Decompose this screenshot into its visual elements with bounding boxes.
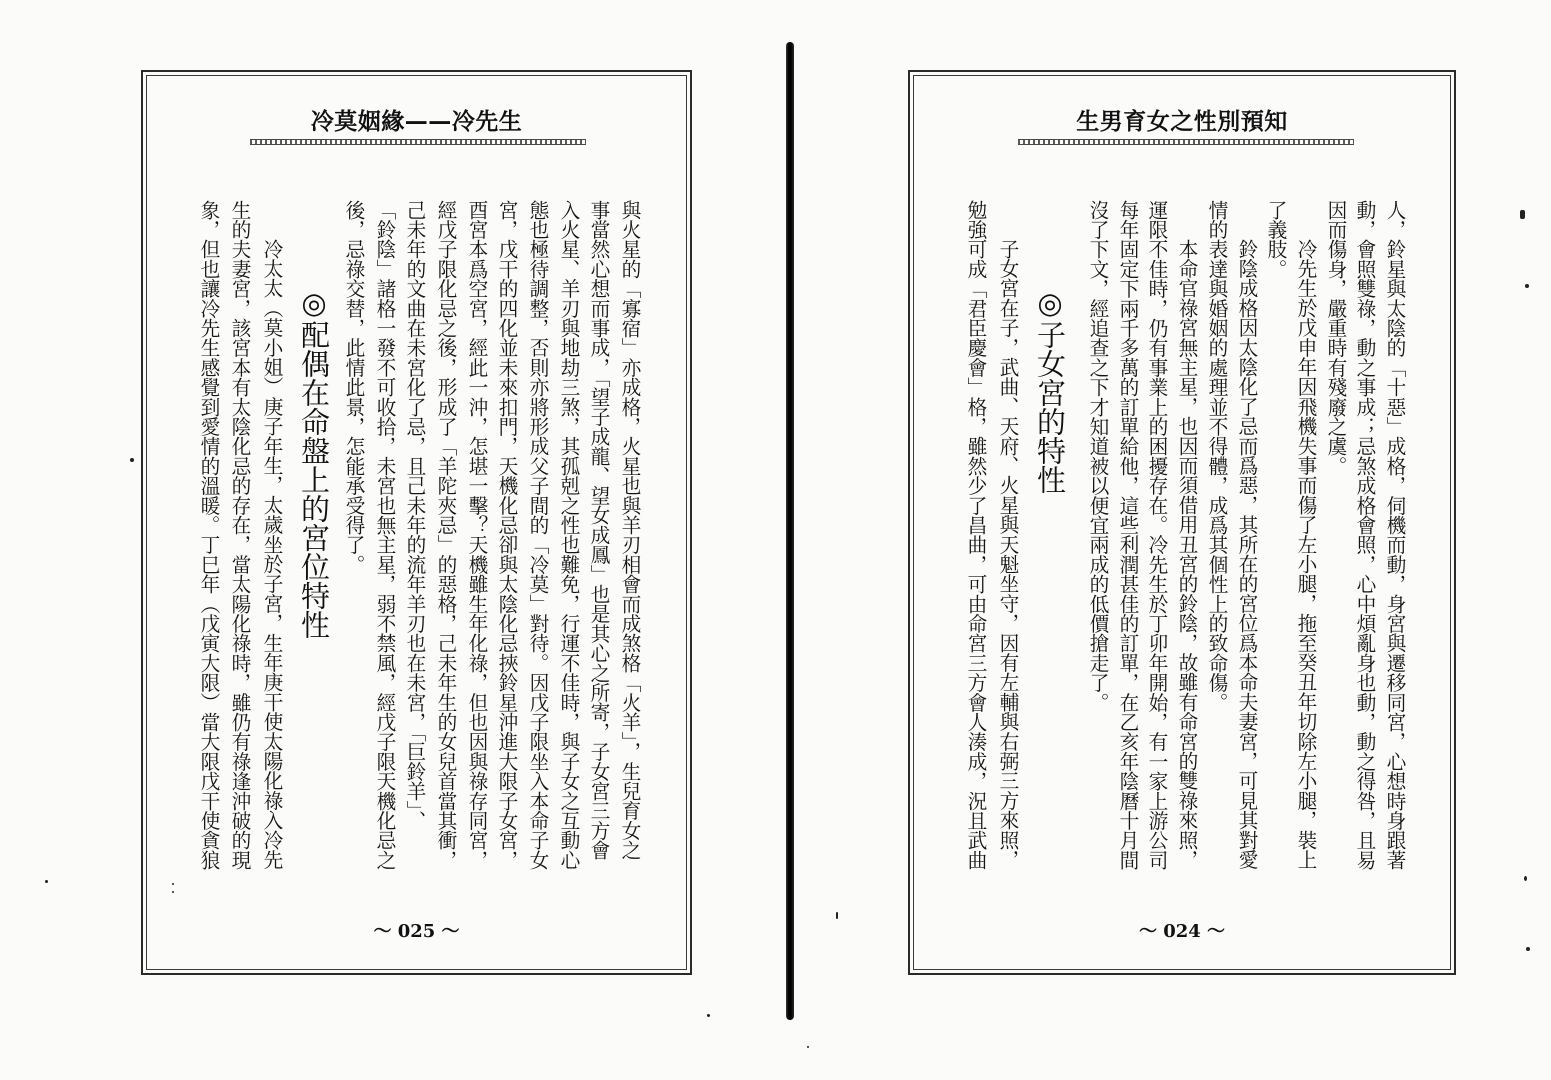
text-column: 入火星、羊刃與地劫三煞，其孤剋之性也難免，行運不佳時，與子女之互動心: [557, 200, 580, 870]
scan-speck: [836, 912, 838, 919]
ornamental-divider: [250, 139, 586, 145]
section-heading: ◎子女宮的特性: [1033, 286, 1067, 494]
running-head: 生男育女之性別預知: [1076, 109, 1288, 135]
text-column: 因而傷身，嚴重時有殘廢之虞。: [1324, 200, 1347, 476]
text-column: 每年固定下兩千多萬的訂單給他，這些利潤甚佳的訂單，在乙亥年陰曆十月間: [1116, 200, 1139, 870]
text-column: 與火星的「寡宿」亦成格，火星也與羊刃相會而成煞格「火羊」，生兒育女之: [618, 200, 641, 860]
text-column: 態也極待調整，否則亦將形成父子間的「冷莫」對待。因戊子限坐入本命子女: [526, 200, 549, 870]
scan-speck: [1520, 210, 1525, 219]
scan-speck: [172, 891, 174, 893]
text-column: 子女宮在子，武曲、天府、火星與天魁坐守，因有左輔與右弼三方來照，: [996, 239, 1019, 870]
right-page: [908, 70, 1456, 975]
scan-speck: [130, 458, 134, 462]
text-column: 酉宮本爲空宮，經此一沖，怎堪一擊？天機雖生年化祿，但也因與祿存同宮，: [465, 200, 488, 870]
running-head: 冷莫姻緣——冷先生: [310, 109, 523, 135]
text-column: 經戊子限化忌之後，形成了「羊陀夾忌」的惡格，己未年生的女兒首當其衝，: [434, 200, 457, 870]
text-column: 了義肢。: [1264, 200, 1287, 279]
text-column: 生的夫妻宮，該宮本有太陰化忌的存在，當太陽化祿時，雖仍有祿逢沖破的現: [228, 200, 251, 870]
left-page: [141, 70, 692, 975]
text-column: 事當然心想而事成，「望子成龍、望女成鳳」也是其心之所寄，子女宮三方會: [587, 200, 610, 860]
book-spine-gutter: [786, 42, 794, 1020]
scan-speck: [1525, 284, 1529, 288]
scan-speck: [1524, 876, 1527, 881]
scan-speck: [45, 880, 48, 883]
text-column: 「鈴陰」諸格一發不可收拾，未宮也無主星，弱不禁風，經戊子限天機化忌之: [373, 200, 396, 870]
text-column: 運限不佳時，仍有事業上的困擾存在。冷先生於丁卯年開始，有一家上游公司: [1145, 200, 1168, 870]
text-column: 本命官祿宮無主星，也因而須借用丑宮的鈴陰，故雖有命宮的雙祿來照，: [1175, 239, 1198, 870]
section-heading: ◎配偶在命盤上的宮位特性: [297, 286, 331, 639]
text-column: 宮，戊干的四化並未來扣門，天機化忌卻與太陰化忌挾鈴星沖進大限子女宮，: [495, 200, 518, 870]
text-column: 沒了下文，經追查之下才知道被以便宜兩成的低價搶走了。: [1086, 200, 1109, 713]
text-column: 冷先生於戊申年因飛機失事而傷了左小腿，拖至癸丑年切除左小腿，裝上: [1294, 239, 1317, 870]
text-column: 鈴陰成格因太陰化了忌而爲惡，其所在的宮位爲本命夫妻宮，可見其對愛: [1235, 239, 1258, 870]
text-column: 後，忌祿交替，此情此景，怎能承受得了。: [342, 200, 365, 575]
scan-speck: [172, 883, 174, 885]
text-column: 勉強可成「君臣慶會」格，雖然少了昌曲，可由命宮三方會人湊成，況且武曲: [964, 200, 987, 870]
text-column: 人，鈴星與太陰的「十惡」成格，伺機而動，身宮與遷移同宮，心想時身跟著: [1383, 200, 1406, 870]
text-column: 己未年的文曲在未宮化了忌，且己未年的流年羊刃也在未宮，「巨鈴羊」、: [403, 200, 426, 831]
page-number: ～ 024 ～: [1138, 921, 1226, 942]
ornamental-divider: [1018, 139, 1354, 145]
scan-speck: [807, 1046, 809, 1048]
page-number: ～ 025 ～: [373, 921, 460, 942]
text-column: 情的表達與婚姻的處理並不得體，成爲其個性上的致命傷。: [1205, 200, 1228, 713]
text-column: 象，但也讓冷先生感覺到愛情的溫暖。丁巳年（戊寅大限）當大限戊干使貪狼: [197, 200, 220, 870]
text-column: 動，會照雙祿，動之事成；忌煞成格會照，心中煩亂身也動，動之得咎，且易: [1353, 200, 1376, 870]
text-column: 冷太太（莫小姐）庚子年生，太歲坐於子宮，生年庚干使太陽化祿入冷先: [260, 239, 283, 870]
scan-speck: [1526, 947, 1530, 951]
scan-speck: [707, 1014, 710, 1017]
